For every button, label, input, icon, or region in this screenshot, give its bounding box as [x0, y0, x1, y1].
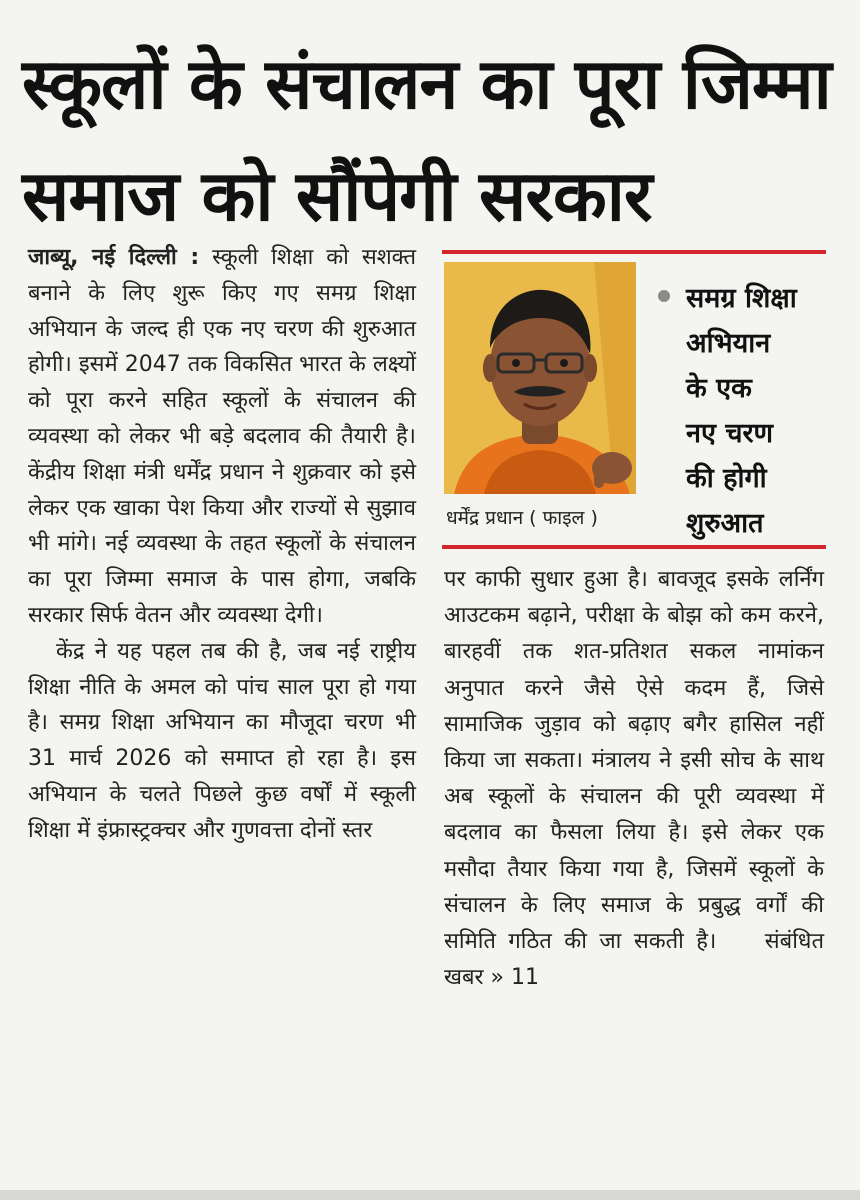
pull-quote-line: नए चरण [686, 418, 774, 449]
article-paragraph-3 [444, 562, 824, 996]
pull-quote-line: शुरुआत [686, 508, 764, 539]
top-red-rule [442, 250, 826, 254]
minister-photo [444, 262, 636, 494]
related-news-link[interactable]: संबंधित खबर » 11 [444, 929, 824, 991]
paragraph-1-text: स्कूली शिक्षा को सशक्त बनाने के लिए शुरू किए गए समग्र शिक्षा अभियान के जल्द ही एक नए चरण की शुरुआत होगी। इसमें 2047 तक विकसित भारत के लक्ष्यों को पूरा करने सहित स्कूलों के संचालन की व्यवस्था को लेकर भी बड़े बदलाव की तैयारी है। केंद्रीय शिक्षा मंत्री धर्मेंद्र प्रधान ने शुक्रवार को इसे लेकर एक खाका पेश किया और राज्यों से सुझाव भी मांगे। नई व्यवस्था के तहत स्कूलों के संचालन का पूरा जिम्मा समाज के पास होगा, जबकि सरकार सिर्फ वेतन और व्यवस्था देगी। [28, 245, 417, 628]
pull-quote [646, 276, 826, 546]
bullet-icon [658, 290, 670, 302]
photo-caption: धर्मेंद्र प्रधान ( फाइल ) [446, 507, 598, 529]
article-paragraph-1 [28, 240, 416, 634]
article-column-left [28, 240, 416, 849]
pull-quote-line: अभियान [686, 328, 771, 359]
article-column-right [444, 562, 824, 996]
paragraph-3-text: पर काफी सुधार हुआ है। बावजूद इसके लर्निंग आउटकम बढ़ाने, परीक्षा के बोझ को कम करने, बारहवीं तक शत-प्रतिशत सकल नामांकन अनुपात करने जैसे ऐसे कदम हैं, जिसे सामाजिक जुड़ाव को बढ़ाए बगैर हासिल नहीं किया जा सकता। मंत्रालय ने इसी सोच के साथ अब स्कूलों के संचालन की पूरी व्यवस्था में बदलाव का फैसला लिया है। इसे लेकर एक मसौदा तैयार किया गया है, जिसमें स्कूलों के संचालन के लिए समाज के प्रबुद्ध वर्गों की समिति गठित की जा सकती है। [444, 567, 824, 955]
headline [22, 28, 842, 252]
pull-quote-line: समग्र शिक्षा [686, 283, 797, 314]
page-bottom-edge [0, 1190, 860, 1200]
pull-quote-line: की होगी [686, 463, 767, 494]
headline-line-2: समाज को सौंपेगी सरकार [22, 155, 652, 237]
bottom-red-rule [442, 545, 826, 549]
headline-line-1: स्कूलों के संचालन का पूरा जिम्मा [22, 43, 831, 125]
portrait-illustration [444, 262, 636, 494]
pull-quote-line: के एक [686, 373, 752, 404]
dateline: जाब्यू, नई दिल्ली : [28, 245, 200, 270]
article-paragraph-2: केंद्र ने यह पहल तब की है, जब नई राष्ट्रीय शिक्षा नीति के अमल को पांच साल पूरा हो गया है। समग्र शिक्षा अभियान का मौजूदा चरण भी 31 मार्च 2026 को समाप्त हो रहा है। इस अभियान के चलते पिछले कुछ वर्षों में स्कूली शिक्षा में इंफ्रास्ट्रक्चर और गुणवत्ता दोनों स्तर [28, 638, 416, 843]
